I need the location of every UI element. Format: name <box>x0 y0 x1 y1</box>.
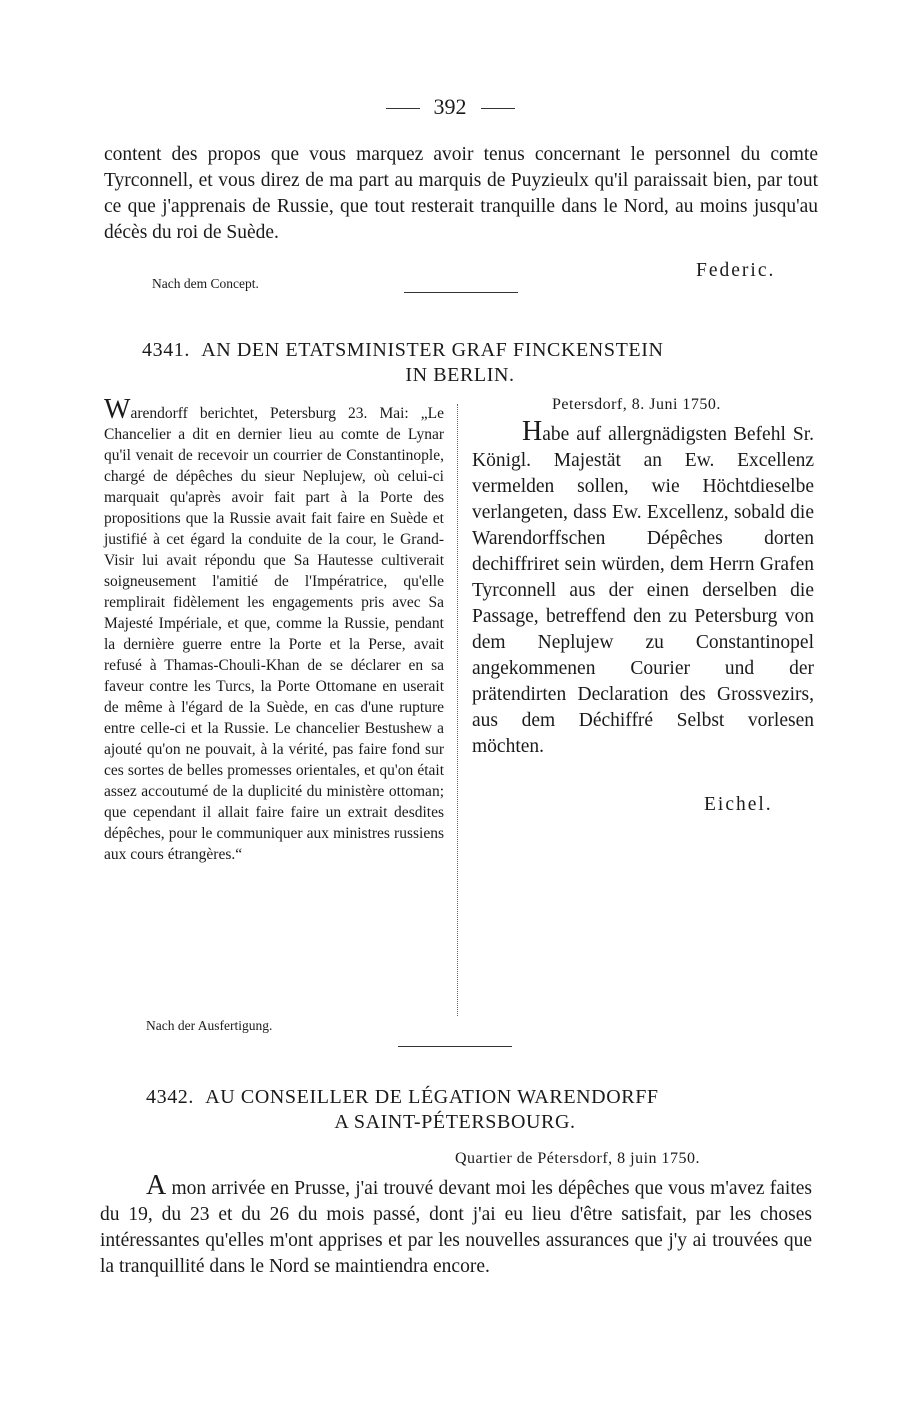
letter-4342-heading-line1: AU CONSEILLER DE LÉGATION WARENDORFF <box>205 1086 659 1108</box>
letter-4341-heading <box>142 338 664 363</box>
section-divider-2 <box>398 1046 512 1047</box>
previous-letter-signature: Federic. <box>696 260 776 281</box>
letter-4342-dateline: Quartier de Pétersdorf, 8 juin 1750. <box>455 1150 701 1167</box>
letter-4341-left-dropcap: W <box>104 394 131 425</box>
letter-4341-right-dropcap: H <box>522 416 543 447</box>
letter-4342-number: 4342. <box>146 1086 194 1108</box>
letter-4342-body: mon arrivée en Prusse, j'ai trouvé devant moi les dépêches que vous m'avez faites du 19, du 23 et du 26 du mois passé, dont j'ai eu lieu d'être satisfait, par les choses intéressantes qu'elles m'ont apprises et par les nouvelles assurances que j'y ai trouvées que la tranquillité dans le Nord se maintiendra encore. <box>100 1178 812 1277</box>
letter-4341-left-column <box>104 394 444 865</box>
column-divider <box>457 404 458 1016</box>
letter-4341-heading-line1: AN DEN ETATSMINISTER GRAF FINCKENSTEIN <box>201 339 664 361</box>
letter-4341-right-column <box>472 416 814 760</box>
letter-4341-heading-line2: IN BERLIN. <box>405 364 515 386</box>
letter-4341-dateline: Petersdorf, 8. Juni 1750. <box>552 396 721 413</box>
letter-4342-heading <box>146 1085 659 1110</box>
previous-letter-text <box>104 142 818 246</box>
page-number-dash-left <box>386 108 420 109</box>
page-number-dash-right <box>481 108 515 109</box>
letter-4342-heading-line2: A SAINT-PÉTERSBOURG. <box>334 1111 576 1133</box>
letter-4342-text <box>100 1170 812 1280</box>
letter-4341-signature: Eichel. <box>704 794 773 815</box>
letter-4342-dropcap: A <box>146 1170 167 1201</box>
page-number-text: 392 <box>433 94 467 119</box>
previous-letter-body: content des propos que vous marquez avoir tenus concernant le personnel du comte Tyrconnell, et vous direz de ma part au marquis de Puyzieulx qu'il paraissait bien, par tout ce que j'apprenais de Russie, que tout resterait tranquille dans le Nord, au moins jusqu'au décès du roi de Suède. <box>104 144 818 243</box>
letter-4341-right-text: abe auf allergnädigsten Befehl Sr. Königl. Majestät an Ew. Excellenz vermelden sollen, wie Höchtdieselbe verlangeten, dass Ew. Excellenz, sobald die Warendorffschen Dépêches dorten dechiffriret sein würden, dem Herrn Grafen Tyrconnell aus der einen derselben die Passage, betreffend den zu Petersburg von dem Neplujew zu Constantinopel angekommenen Courier und der prätendirten Declaration des Grossvezirs, aus dem Déchiffré Selbst vorlesen möchten. <box>472 424 814 757</box>
letter-4341-number: 4341. <box>142 339 190 361</box>
previous-letter-source: Nach dem Concept. <box>152 276 259 291</box>
section-divider-1 <box>404 292 518 293</box>
page-number <box>0 94 900 120</box>
letter-4341-left-source: Nach der Ausfertigung. <box>146 1018 273 1033</box>
letter-4341-left-text: arendorff berichtet, Petersburg 23. Mai: „Le Chancelier a dit en dernier lieu au comte de Lynar qu'il venait de recevoir un courrier de Constantinople, chargé de dépêches du sieur Neplujew, où celui-ci marquait qu'après avoir fait part à la Porte des propositions que la Russie avait fait faire en Suède et justifié à cet égard la conduite de la cour, le Grand-Visir lui avait répondu que Sa Hautesse cultiverait soigneusement l'amitié de l'Impératrice, qu'elle remplirait fidèlement les engagements pris avec Sa Majesté Impériale, et que, comme la Russie, pendant la dernière guerre entre la Porte et la Perse, avait refusé à Thamas-Chouli-Khan de se déclarer en sa faveur contre les Turcs, la Porte Ottomane en userait de même à l'égard de la Suède, en cas d'une rupture entre celle-ci et la Russie. Le chancelier Bestushew a ajouté qu'on ne pouvait, à la vérité, pas faire fond sur ces sortes de belles promesses orientales, et qu'on était assez accoutumé de la duplicité du ministère ottoman; que cependant il allait faire faire un extrait desdites dépêches, pour le communiquer aux ministres russiens aux cours étrangères.“ <box>104 405 444 863</box>
